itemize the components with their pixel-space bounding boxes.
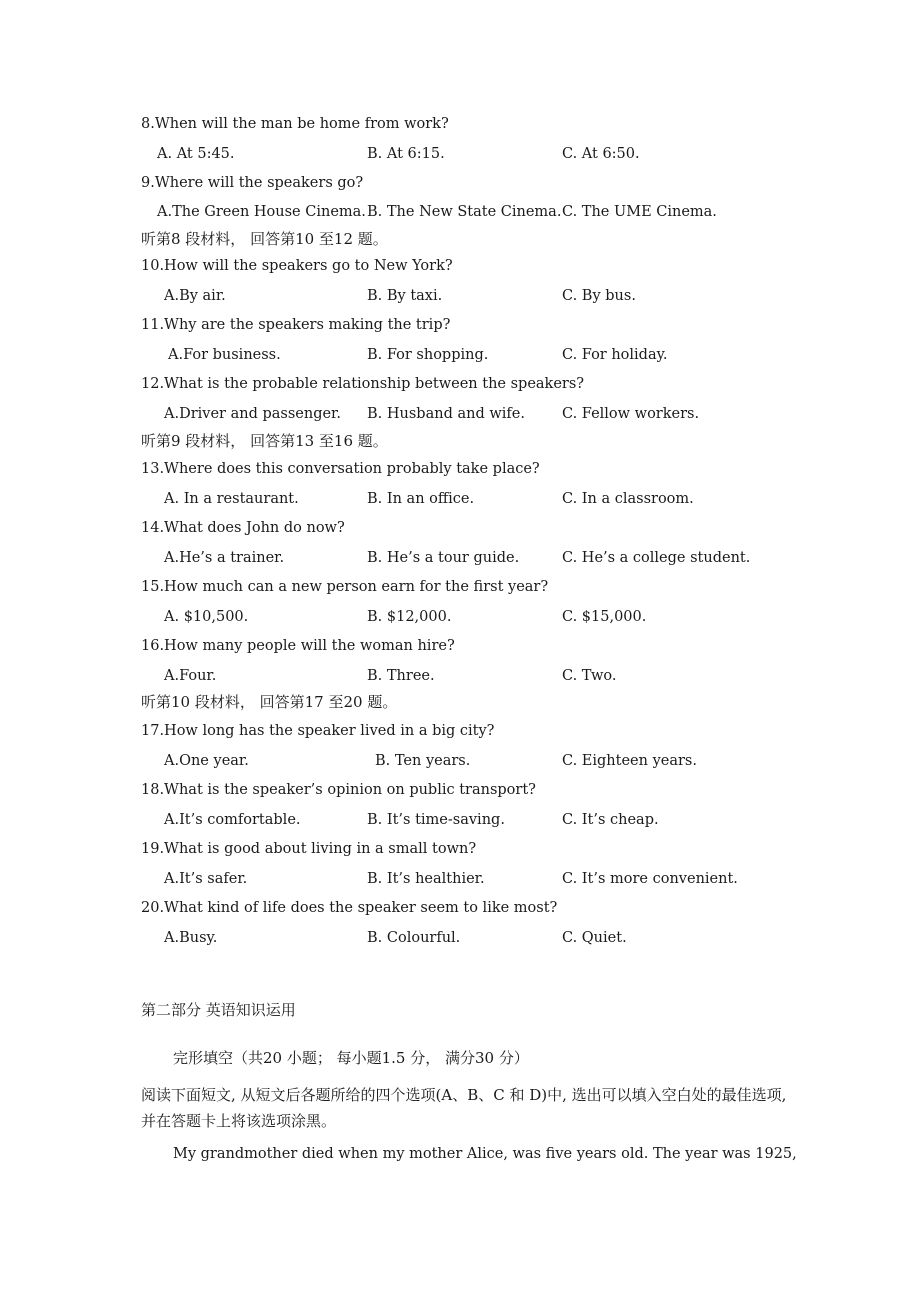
option-a: A.It’s safer.: [164, 871, 248, 887]
question-16: 16.How many people will the woman hire?: [141, 638, 455, 654]
option-b: B. By taxi.: [367, 288, 443, 304]
option-c: C. He’s a college student.: [562, 550, 751, 566]
option-c: C. Quiet.: [562, 930, 627, 946]
question-15: 15.How much can a new person earn for the first year?: [141, 579, 549, 595]
option-a: A.Four.: [164, 668, 217, 684]
question-13: 13.Where does this conversation probably take place?: [141, 461, 540, 477]
question-17: 17.How long has the speaker lived in a big city?: [141, 723, 495, 739]
cloze-instructions: 阅读下面短文, 从短文后各题所给的四个选项(A、B、C 和 D)中, 选出可以填入空白处的最佳选项, 并在答题卡上将该选项涂黑。: [141, 1086, 787, 1130]
option-a: A.He’s a trainer.: [164, 550, 285, 566]
option-c: C. $15,000.: [562, 609, 647, 625]
question-12: 12.What is the probable relationship between the speakers?: [141, 376, 585, 392]
option-b: B. In an office.: [367, 491, 475, 507]
option-b: B. The New State Cinema.: [367, 204, 562, 220]
option-b: B. $12,000.: [367, 609, 452, 625]
option-a: A.By air.: [164, 288, 226, 304]
option-b: B. Three.: [367, 668, 435, 684]
option-a: A.Busy.: [164, 930, 218, 946]
question-10: 10.How will the speakers go to New York?: [141, 258, 453, 274]
option-c: C. Eighteen years.: [562, 753, 697, 769]
option-c: C. Two.: [562, 668, 617, 684]
option-b: B. It’s healthier.: [367, 871, 485, 887]
option-a: A. At 5:45.: [157, 146, 235, 162]
section-heading-10: 听第10 段材料， 回答第17 至20 题。: [141, 693, 398, 711]
option-c: C. In a classroom.: [562, 491, 694, 507]
option-b: B. Ten years.: [375, 753, 471, 769]
question-18: 18.What is the speaker’s opinion on public transport?: [141, 782, 536, 798]
part-two-title: 第二部分 英语知识运用: [141, 1001, 296, 1019]
section-heading-9: 听第9 段材料， 回答第13 至16 题。: [141, 432, 388, 450]
option-c: C. For holiday.: [562, 347, 668, 363]
option-b: B. It’s time-saving.: [367, 812, 505, 828]
option-c: C. At 6:50.: [562, 146, 640, 162]
option-a: A.It’s comfortable.: [164, 812, 301, 828]
question-14: 14.What does John do now?: [141, 520, 345, 536]
option-c: C. Fellow workers.: [562, 406, 700, 422]
section-heading-8: 听第8 段材料， 回答第10 至12 题。: [141, 230, 388, 248]
question-8: 8.When will the man be home from work?: [141, 116, 449, 132]
option-a: A. In a restaurant.: [164, 491, 299, 507]
question-20: 20.What kind of life does the speaker seem to like most?: [141, 900, 558, 916]
option-c: C. By bus.: [562, 288, 636, 304]
option-c: C. It’s cheap.: [562, 812, 659, 828]
option-b: B. Colourful.: [367, 930, 461, 946]
option-b: B. At 6:15.: [367, 146, 445, 162]
option-b: B. For shopping.: [367, 347, 489, 363]
option-a: A. $10,500.: [164, 609, 249, 625]
passage-first-line: My grandmother died when my mother Alice, was five years old. The year was 1925,: [173, 1146, 797, 1162]
question-9: 9.Where will the speakers go?: [141, 175, 364, 191]
option-a: A.One year.: [164, 753, 249, 769]
option-c: C. It’s more convenient.: [562, 871, 738, 887]
option-a: A.The Green House Cinema.: [157, 204, 366, 220]
cloze-title: 完形填空（共20 小题； 每小题1.5 分， 满分30 分）: [173, 1049, 529, 1067]
option-b: B. Husband and wife.: [367, 406, 525, 422]
question-19: 19.What is good about living in a small town?: [141, 841, 477, 857]
option-a: A.For business.: [168, 347, 281, 363]
option-c: C. The UME Cinema.: [562, 204, 717, 220]
question-11: 11.Why are the speakers making the trip?: [141, 317, 451, 333]
option-b: B. He’s a tour guide.: [367, 550, 520, 566]
option-a: A.Driver and passenger.: [164, 406, 342, 422]
